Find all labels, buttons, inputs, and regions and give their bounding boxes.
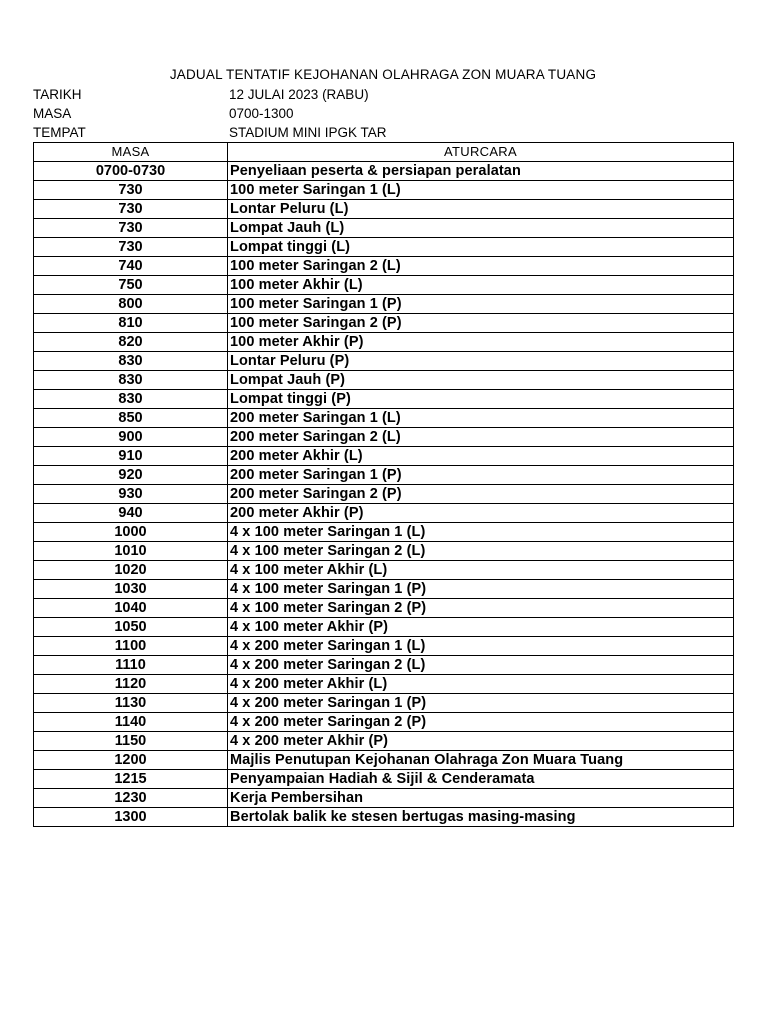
meta-row-masa bbox=[33, 104, 733, 123]
table-row bbox=[34, 808, 734, 827]
cell-event: 200 meter Akhir (P) bbox=[228, 504, 734, 523]
cell-time: 1000 bbox=[34, 523, 228, 542]
table-row bbox=[34, 466, 734, 485]
cell-time: 830 bbox=[34, 352, 228, 371]
cell-event: 4 x 200 meter Saringan 2 (P) bbox=[228, 713, 734, 732]
table-row bbox=[34, 181, 734, 200]
table-row bbox=[34, 523, 734, 542]
cell-time: 1010 bbox=[34, 542, 228, 561]
cell-event: 4 x 200 meter Saringan 2 (L) bbox=[228, 656, 734, 675]
cell-event: 200 meter Akhir (L) bbox=[228, 447, 734, 466]
cell-event: Penyeliaan peserta & persiapan peralatan bbox=[228, 162, 734, 181]
cell-event: 100 meter Saringan 2 (L) bbox=[228, 257, 734, 276]
table-row bbox=[34, 675, 734, 694]
table-row bbox=[34, 219, 734, 238]
cell-time: 820 bbox=[34, 333, 228, 352]
cell-event: Lompat Jauh (P) bbox=[228, 371, 734, 390]
table-row bbox=[34, 162, 734, 181]
cell-time: 730 bbox=[34, 238, 228, 257]
cell-time: 850 bbox=[34, 409, 228, 428]
table-row bbox=[34, 770, 734, 789]
cell-event: Lompat Jauh (L) bbox=[228, 219, 734, 238]
table-row bbox=[34, 333, 734, 352]
cell-event: 100 meter Akhir (P) bbox=[228, 333, 734, 352]
schedule-body bbox=[34, 162, 734, 827]
table-row bbox=[34, 314, 734, 333]
cell-time: 920 bbox=[34, 466, 228, 485]
cell-time: 900 bbox=[34, 428, 228, 447]
cell-time: 830 bbox=[34, 390, 228, 409]
cell-time: 1100 bbox=[34, 637, 228, 656]
document-title: JADUAL TENTATIF KEJOHANAN OLAHRAGA ZON MUARA TUANG bbox=[169, 67, 597, 82]
table-row bbox=[34, 713, 734, 732]
cell-time: 1110 bbox=[34, 656, 228, 675]
cell-event: 4 x 200 meter Saringan 1 (L) bbox=[228, 637, 734, 656]
cell-event: Lompat tinggi (L) bbox=[228, 238, 734, 257]
cell-event: 200 meter Saringan 1 (L) bbox=[228, 409, 734, 428]
cell-time: 1150 bbox=[34, 732, 228, 751]
cell-event: Lontar Peluru (P) bbox=[228, 352, 734, 371]
cell-time: 730 bbox=[34, 200, 228, 219]
cell-time: 1215 bbox=[34, 770, 228, 789]
cell-time: 810 bbox=[34, 314, 228, 333]
table-row bbox=[34, 751, 734, 770]
cell-time: 730 bbox=[34, 219, 228, 238]
cell-time: 0700-0730 bbox=[34, 162, 228, 181]
cell-event: 100 meter Saringan 1 (P) bbox=[228, 295, 734, 314]
table-row bbox=[34, 504, 734, 523]
cell-event: Lompat tinggi (P) bbox=[228, 390, 734, 409]
cell-time: 1020 bbox=[34, 561, 228, 580]
cell-time: 1230 bbox=[34, 789, 228, 808]
column-header-aturcara: ATURCARA bbox=[228, 143, 734, 162]
table-row bbox=[34, 200, 734, 219]
cell-time: 750 bbox=[34, 276, 228, 295]
cell-event: Kerja Pembersihan bbox=[228, 789, 734, 808]
cell-event: 100 meter Saringan 1 (L) bbox=[228, 181, 734, 200]
cell-event: 200 meter Saringan 2 (P) bbox=[228, 485, 734, 504]
table-header-row bbox=[34, 143, 734, 162]
cell-event: Lontar Peluru (L) bbox=[228, 200, 734, 219]
table-row bbox=[34, 485, 734, 504]
table-row bbox=[34, 580, 734, 599]
table-row bbox=[34, 390, 734, 409]
cell-event: 4 x 100 meter Saringan 1 (P) bbox=[228, 580, 734, 599]
meta-row-tarikh bbox=[33, 85, 733, 104]
cell-event: 4 x 100 meter Akhir (P) bbox=[228, 618, 734, 637]
cell-event: 4 x 100 meter Akhir (L) bbox=[228, 561, 734, 580]
cell-time: 730 bbox=[34, 181, 228, 200]
meta-value: STADIUM MINI IPGK TAR bbox=[229, 125, 387, 140]
table-row bbox=[34, 732, 734, 751]
table-row bbox=[34, 295, 734, 314]
meta-value: 0700-1300 bbox=[229, 106, 294, 121]
table-row bbox=[34, 447, 734, 466]
cell-time: 1030 bbox=[34, 580, 228, 599]
cell-time: 1120 bbox=[34, 675, 228, 694]
meta-label: TEMPAT bbox=[33, 125, 86, 140]
cell-event: 4 x 100 meter Saringan 1 (L) bbox=[228, 523, 734, 542]
cell-time: 930 bbox=[34, 485, 228, 504]
meta-value: 12 JULAI 2023 (RABU) bbox=[229, 87, 369, 102]
cell-event: 4 x 200 meter Saringan 1 (P) bbox=[228, 694, 734, 713]
cell-event: Penyampaian Hadiah & Sijil & Cenderamata bbox=[228, 770, 734, 789]
cell-time: 830 bbox=[34, 371, 228, 390]
table-row bbox=[34, 371, 734, 390]
table-row bbox=[34, 637, 734, 656]
cell-event: 4 x 100 meter Saringan 2 (L) bbox=[228, 542, 734, 561]
table-row bbox=[34, 428, 734, 447]
cell-time: 1040 bbox=[34, 599, 228, 618]
cell-time: 1130 bbox=[34, 694, 228, 713]
cell-time: 910 bbox=[34, 447, 228, 466]
schedule-table bbox=[33, 142, 734, 827]
table-row bbox=[34, 276, 734, 295]
cell-event: 100 meter Akhir (L) bbox=[228, 276, 734, 295]
meta-row-tempat bbox=[33, 123, 733, 142]
cell-time: 740 bbox=[34, 257, 228, 276]
table-row bbox=[34, 257, 734, 276]
cell-event: 4 x 200 meter Akhir (L) bbox=[228, 675, 734, 694]
table-row bbox=[34, 656, 734, 675]
cell-time: 800 bbox=[34, 295, 228, 314]
table-row bbox=[34, 789, 734, 808]
table-row bbox=[34, 352, 734, 371]
table-row bbox=[34, 409, 734, 428]
cell-event: 200 meter Saringan 2 (L) bbox=[228, 428, 734, 447]
cell-event: 4 x 200 meter Akhir (P) bbox=[228, 732, 734, 751]
column-header-masa: MASA bbox=[34, 143, 228, 162]
cell-time: 1200 bbox=[34, 751, 228, 770]
cell-time: 1300 bbox=[34, 808, 228, 827]
table-row bbox=[34, 599, 734, 618]
cell-time: 1140 bbox=[34, 713, 228, 732]
table-row bbox=[34, 238, 734, 257]
cell-event: Majlis Penutupan Kejohanan Olahraga Zon Muara Tuang bbox=[228, 751, 734, 770]
cell-event: Bertolak balik ke stesen bertugas masing-masing bbox=[228, 808, 734, 827]
cell-time: 940 bbox=[34, 504, 228, 523]
meta-label: TARIKH bbox=[33, 87, 82, 102]
cell-time: 1050 bbox=[34, 618, 228, 637]
table-row bbox=[34, 542, 734, 561]
cell-event: 4 x 100 meter Saringan 2 (P) bbox=[228, 599, 734, 618]
cell-event: 200 meter Saringan 1 (P) bbox=[228, 466, 734, 485]
table-row bbox=[34, 561, 734, 580]
table-row bbox=[34, 694, 734, 713]
meta-block bbox=[33, 85, 733, 142]
cell-event: 100 meter Saringan 2 (P) bbox=[228, 314, 734, 333]
meta-label: MASA bbox=[33, 106, 72, 121]
table-row bbox=[34, 618, 734, 637]
